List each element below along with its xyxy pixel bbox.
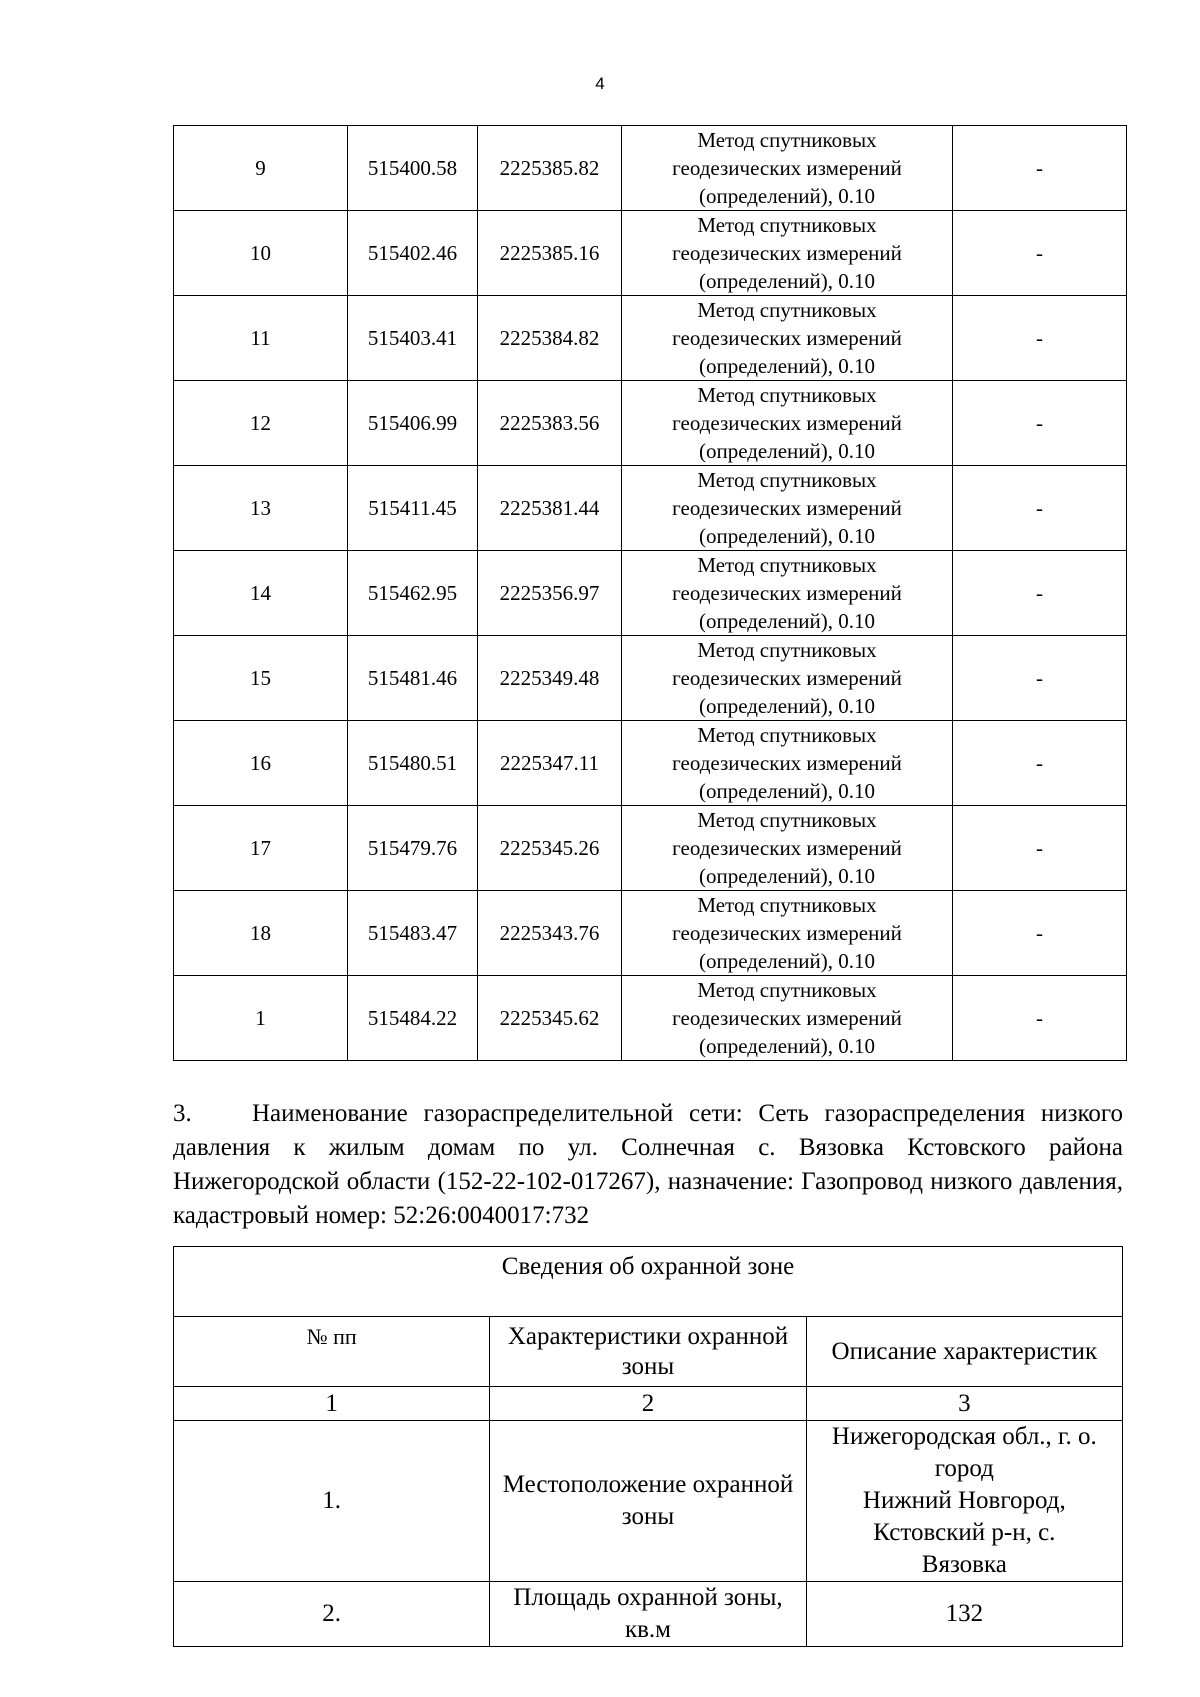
cell-line: Нижний Новгород, Кстовский р-н, с. — [862, 1487, 1066, 1546]
point-number: 16 — [174, 721, 348, 806]
table-row — [174, 891, 1127, 976]
method-line: Метод спутниковых — [697, 723, 877, 747]
column-index: 2 — [490, 1387, 806, 1421]
method-line: геодезических измерений — [672, 666, 902, 690]
method-line: геодезических измерений — [672, 411, 902, 435]
table-row — [174, 806, 1127, 891]
note-cell: - — [953, 721, 1127, 806]
coordinate-x: 515483.47 — [348, 891, 478, 976]
row-number: 2. — [174, 1582, 490, 1647]
header-number: № пп — [174, 1317, 490, 1387]
coordinate-x: 515481.46 — [348, 636, 478, 721]
measurement-method — [622, 126, 953, 211]
coordinate-x: 515403.41 — [348, 296, 478, 381]
measurement-method — [622, 636, 953, 721]
page-number: 4 — [595, 74, 605, 93]
note-cell: - — [953, 211, 1127, 296]
method-line: Метод спутниковых — [697, 893, 877, 917]
section-text: Наименование газораспределительной сети: Сеть газораспределения низкого давления к жилым домам по ул. Солнечная с. Вязовка Кстовского района Нижегородской области (152-22-102-017267), назначение: Газопровод низкого давления, кадастровый номер: 52:26:0040017:732 — [173, 1100, 1123, 1229]
method-line: (определений), 0.10 — [698, 694, 876, 718]
point-number: 10 — [174, 211, 348, 296]
cell-line: Местоположение охранной — [502, 1471, 794, 1498]
method-line: Метод спутниковых — [697, 213, 877, 237]
coordinate-x: 515462.95 — [348, 551, 478, 636]
method-line: геодезических измерений — [672, 751, 902, 775]
point-number: 14 — [174, 551, 348, 636]
method-line: геодезических измерений — [672, 496, 902, 520]
header-characteristic — [490, 1317, 806, 1387]
table-row — [174, 551, 1127, 636]
table-row — [174, 466, 1127, 551]
coordinate-y: 2225381.44 — [478, 466, 622, 551]
coordinate-x: 515484.22 — [348, 976, 478, 1061]
table-row — [174, 296, 1127, 381]
method-line: Метод спутниковых — [697, 978, 877, 1002]
measurement-method — [622, 806, 953, 891]
protection-zone-table — [173, 1246, 1123, 1647]
row-characteristic: Площадь охранной зоны, кв.м — [490, 1582, 806, 1647]
method-line: Метод спутниковых — [697, 468, 877, 492]
coordinate-y: 2225383.56 — [478, 381, 622, 466]
row-description: 132 — [806, 1582, 1122, 1647]
measurement-method — [622, 976, 953, 1061]
measurement-method — [622, 211, 953, 296]
method-line: геодезических измерений — [672, 241, 902, 265]
method-line: (определений), 0.10 — [698, 269, 876, 293]
point-number: 12 — [174, 381, 348, 466]
table-row — [174, 976, 1127, 1061]
note-cell: - — [953, 466, 1127, 551]
method-line: (определений), 0.10 — [698, 949, 876, 973]
point-number: 13 — [174, 466, 348, 551]
coordinate-y: 2225345.62 — [478, 976, 622, 1061]
section-number: 3. — [173, 1100, 192, 1127]
method-line: (определений), 0.10 — [698, 864, 876, 888]
coordinate-y: 2225385.82 — [478, 126, 622, 211]
point-number: 1 — [174, 976, 348, 1061]
note-cell: - — [953, 806, 1127, 891]
coordinates-table — [173, 125, 1127, 1061]
column-index: 1 — [174, 1387, 490, 1421]
measurement-method — [622, 466, 953, 551]
method-line: Метод спутниковых — [697, 383, 877, 407]
coordinate-x: 515406.99 — [348, 381, 478, 466]
method-line: (определений), 0.10 — [698, 609, 876, 633]
method-line: (определений), 0.10 — [698, 524, 876, 548]
row-description — [806, 1421, 1122, 1582]
table-header-row — [174, 1317, 1123, 1387]
measurement-method — [622, 551, 953, 636]
coordinate-y: 2225385.16 — [478, 211, 622, 296]
method-line: геодезических измерений — [672, 921, 902, 945]
point-number: 11 — [174, 296, 348, 381]
coordinate-y: 2225345.26 — [478, 806, 622, 891]
measurement-method — [622, 721, 953, 806]
measurement-method — [622, 891, 953, 976]
method-line: геодезических измерений — [672, 156, 902, 180]
coordinate-y: 2225343.76 — [478, 891, 622, 976]
column-index: 3 — [806, 1387, 1122, 1421]
cell-line: зоны — [621, 1503, 675, 1530]
method-line: Метод спутниковых — [697, 128, 877, 152]
note-cell: - — [953, 296, 1127, 381]
point-number: 18 — [174, 891, 348, 976]
measurement-method — [622, 296, 953, 381]
method-line: (определений), 0.10 — [698, 184, 876, 208]
table-row — [174, 126, 1127, 211]
table-row — [174, 1582, 1123, 1647]
cell-line: Нижегородская обл., г. о. город — [831, 1423, 1097, 1482]
method-line: геодезических измерений — [672, 581, 902, 605]
method-line: Метод спутниковых — [697, 638, 877, 662]
note-cell: - — [953, 551, 1127, 636]
table-row — [174, 636, 1127, 721]
table-row — [174, 381, 1127, 466]
row-characteristic — [490, 1421, 806, 1582]
note-cell: - — [953, 891, 1127, 976]
coordinate-y: 2225349.48 — [478, 636, 622, 721]
note-cell: - — [953, 126, 1127, 211]
coordinate-x: 515400.58 — [348, 126, 478, 211]
method-line: Метод спутниковых — [697, 553, 877, 577]
column-index-row — [174, 1387, 1123, 1421]
method-line: геодезических измерений — [672, 326, 902, 350]
table-row — [174, 211, 1127, 296]
table-caption-row — [174, 1247, 1123, 1317]
method-line: (определений), 0.10 — [698, 354, 876, 378]
coordinate-y: 2225356.97 — [478, 551, 622, 636]
row-number: 1. — [174, 1421, 490, 1582]
coordinate-x: 515402.46 — [348, 211, 478, 296]
method-line: геодезических измерений — [672, 836, 902, 860]
header-line: зоны — [621, 1352, 675, 1380]
header-line: Характеристики охранной — [507, 1322, 789, 1350]
note-cell: - — [953, 381, 1127, 466]
table-row — [174, 721, 1127, 806]
method-line: (определений), 0.10 — [698, 1034, 876, 1058]
coordinate-x: 515479.76 — [348, 806, 478, 891]
coordinate-y: 2225384.82 — [478, 296, 622, 381]
note-cell: - — [953, 976, 1127, 1061]
method-line: Метод спутниковых — [697, 808, 877, 832]
measurement-method — [622, 381, 953, 466]
method-line: (определений), 0.10 — [698, 779, 876, 803]
header-description: Описание характеристик — [806, 1317, 1122, 1387]
note-cell: - — [953, 636, 1127, 721]
point-number: 9 — [174, 126, 348, 211]
cell-line: Вязовка — [921, 1551, 1007, 1578]
section-3-paragraph — [173, 1097, 1123, 1233]
coordinate-x: 515411.45 — [348, 466, 478, 551]
coordinate-x: 515480.51 — [348, 721, 478, 806]
point-number: 17 — [174, 806, 348, 891]
coordinate-y: 2225347.11 — [478, 721, 622, 806]
point-number: 15 — [174, 636, 348, 721]
method-line: Метод спутниковых — [697, 298, 877, 322]
method-line: геодезических измерений — [672, 1006, 902, 1030]
table-caption: Сведения об охранной зоне — [174, 1247, 1123, 1317]
table-row — [174, 1421, 1123, 1582]
method-line: (определений), 0.10 — [698, 439, 876, 463]
